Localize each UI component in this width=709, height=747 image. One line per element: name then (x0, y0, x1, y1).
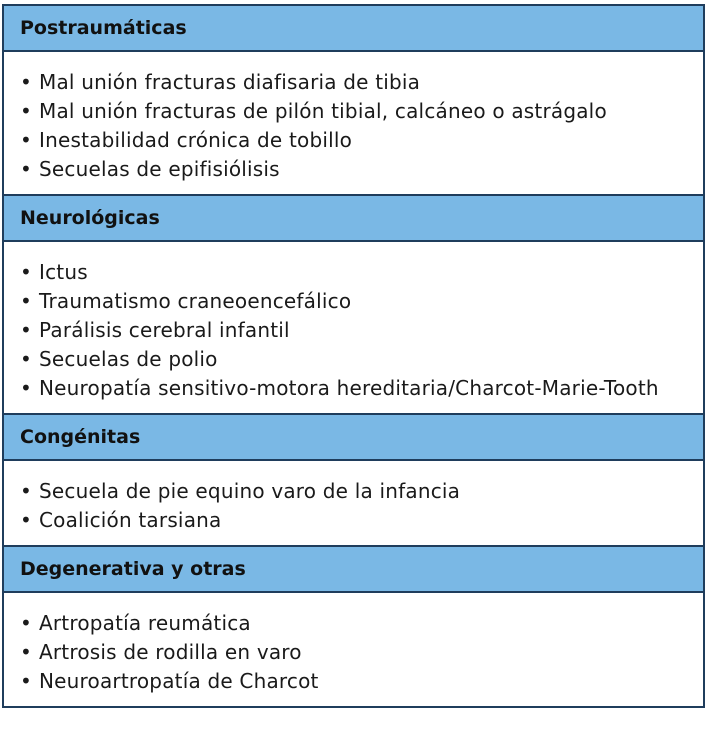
list-item: • Mal unión fracturas de pilón tibial, calcáneo o astrágalo (20, 97, 687, 126)
list-item: • Secuela de pie equino varo de la infancia (20, 477, 687, 506)
etiology-table (2, 4, 705, 708)
item-list (20, 258, 687, 403)
list-item: • Secuelas de polio (20, 345, 687, 374)
section-body (4, 242, 703, 415)
section-neurologicas (4, 196, 703, 415)
item-list (20, 609, 687, 696)
section-header: Congénitas (4, 415, 703, 461)
list-item: • Inestabilidad crónica de tobillo (20, 126, 687, 155)
section-postraumaticas (4, 6, 703, 196)
item-list (20, 68, 687, 184)
list-item: • Neuroartropatía de Charcot (20, 667, 687, 696)
section-body (4, 593, 703, 706)
section-degenerativa (4, 547, 703, 706)
section-header: Postraumáticas (4, 6, 703, 52)
list-item: • Secuelas de epifisiólisis (20, 155, 687, 184)
section-body (4, 52, 703, 196)
list-item: • Artrosis de rodilla en varo (20, 638, 687, 667)
item-list (20, 477, 687, 535)
section-congenitas (4, 415, 703, 547)
list-item: • Mal unión fracturas diafisaria de tibia (20, 68, 687, 97)
section-header: Neurológicas (4, 196, 703, 242)
list-item: • Ictus (20, 258, 687, 287)
list-item: • Traumatismo craneoencefálico (20, 287, 687, 316)
list-item: • Neuropatía sensitivo-motora hereditaria/Charcot-Marie-Tooth (20, 374, 687, 403)
section-header: Degenerativa y otras (4, 547, 703, 593)
list-item: • Parálisis cerebral infantil (20, 316, 687, 345)
list-item: • Artropatía reumática (20, 609, 687, 638)
list-item: • Coalición tarsiana (20, 506, 687, 535)
section-body (4, 461, 703, 547)
